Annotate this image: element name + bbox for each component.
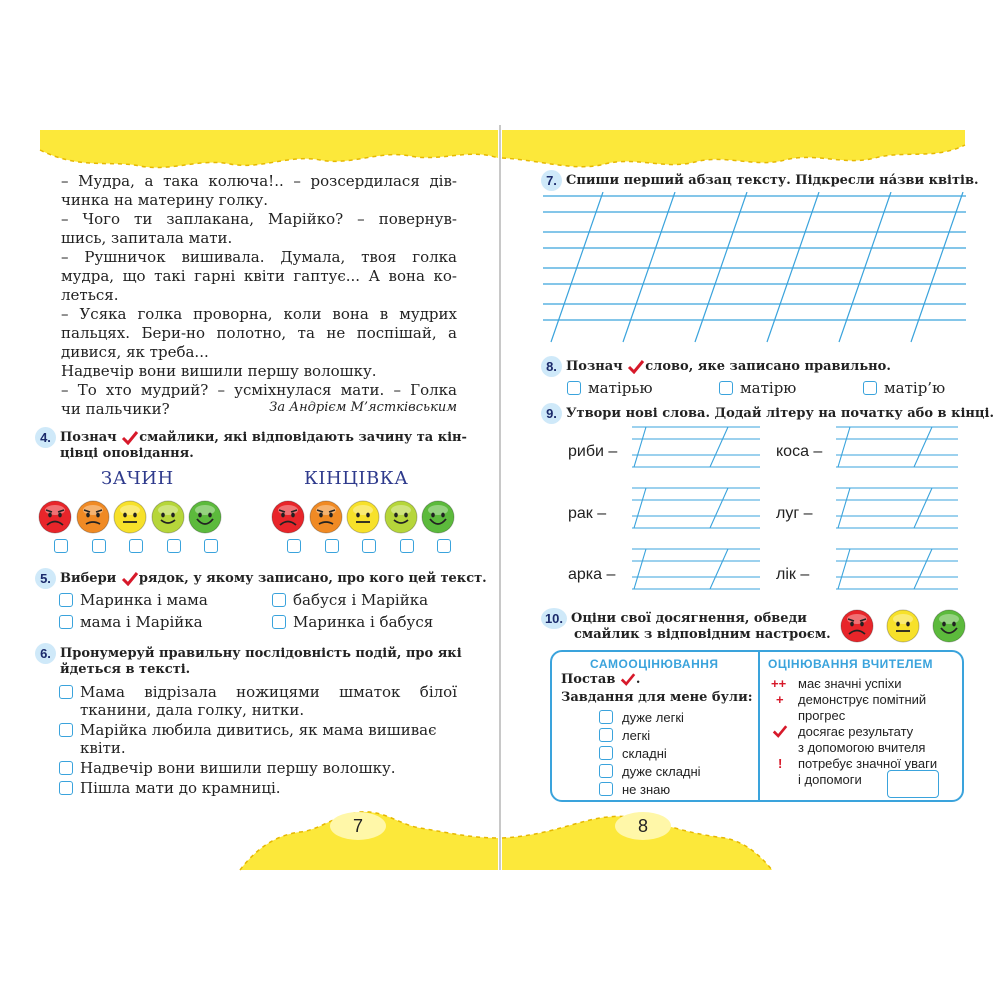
- mark-exclamation: !: [778, 756, 783, 771]
- checkbox-option[interactable]: [272, 615, 286, 629]
- task-text: Оціни свої досягнення, обведи: [571, 611, 807, 626]
- checkbox-very-easy[interactable]: [599, 710, 613, 724]
- task-6: [35, 643, 462, 664]
- story-line: чи пальчики?: [61, 400, 170, 418]
- story-line: мудра, що такі гарні квіти гаптує... А вона ко-: [61, 267, 457, 285]
- story-line: – То хто мудрий? – усміхнулася мати. – Голка: [61, 381, 457, 399]
- story-line: леться.: [61, 286, 119, 304]
- happy-face-icon[interactable]: [188, 500, 222, 534]
- checkbox-number[interactable]: [59, 685, 73, 699]
- checkbox-option[interactable]: [272, 593, 286, 607]
- event-line: Надвечір вони вишили першу волошку.: [80, 759, 396, 777]
- put-label: Постав: [561, 672, 616, 687]
- task-5: [35, 568, 487, 589]
- checkbox-option[interactable]: [863, 381, 877, 395]
- task-number: 6.: [35, 643, 56, 664]
- event-line: Марійка любила дивитись, як мама вишиває: [80, 721, 437, 739]
- option-label: матір’ю: [884, 379, 946, 397]
- task-4: [35, 427, 467, 448]
- checkmark-icon: [620, 673, 636, 686]
- option-easy: легкі: [622, 728, 651, 743]
- task-text: Познач: [566, 359, 623, 374]
- event-line: Мама відрізала ножицями шматок білої: [80, 683, 457, 701]
- checkbox-dont-know[interactable]: [599, 782, 613, 796]
- checkbox-option[interactable]: [719, 381, 733, 395]
- story-text: [61, 172, 457, 419]
- teacher-eval-title: ОЦІНЮВАННЯ ВЧИТЕЛЕМ: [768, 657, 934, 671]
- checkbox-easy[interactable]: [599, 728, 613, 742]
- heading-ending: КІНЦІВКА: [304, 468, 409, 489]
- checkbox-number[interactable]: [59, 781, 73, 795]
- task-number: 5.: [35, 568, 56, 589]
- teacher-eval-item: має значні успіхи: [798, 676, 902, 691]
- put-mark-text: Постав .: [561, 672, 641, 687]
- task-text: Вибери: [60, 571, 117, 586]
- task-text: рядок, у якому записано, про кого цей текст.: [138, 571, 487, 586]
- mark-checkmark-icon: [772, 725, 788, 738]
- task-text: смайлики, які відповідають зачину та кін-: [139, 430, 467, 445]
- checkbox-face[interactable]: [325, 539, 339, 553]
- task-8: [541, 356, 891, 377]
- task-number: 4.: [35, 427, 56, 448]
- task-text: Пронумеруй правильну послідовність подій, про які: [60, 646, 462, 661]
- story-line: пальцях. Бери-но полотно, та не поспішай, а: [61, 324, 457, 342]
- option-label: бабуся і Марійка: [293, 591, 429, 609]
- event-line: квіти.: [80, 739, 126, 757]
- checkbox-face[interactable]: [129, 539, 143, 553]
- checkbox-face[interactable]: [362, 539, 376, 553]
- option-very-difficult: дуже складні: [622, 764, 701, 779]
- task-number: 9.: [541, 403, 562, 424]
- word-rak: рак –: [568, 505, 607, 522]
- word-kosa: коса –: [776, 443, 823, 460]
- option-difficult: складні: [622, 746, 667, 761]
- heading-beginning: ЗАЧИН: [101, 468, 174, 489]
- checkbox-face[interactable]: [437, 539, 451, 553]
- task-text: Утвори нові слова. Додай літеру на початку або в кінці.: [566, 406, 995, 421]
- checkbox-difficult[interactable]: [599, 746, 613, 760]
- task-text: смайлик з відповідним настроєм.: [574, 627, 831, 642]
- checkbox-face[interactable]: [400, 539, 414, 553]
- task-7: [541, 170, 979, 191]
- mark-double-plus: ++: [771, 676, 787, 691]
- story-line: шись, запитала мати.: [61, 229, 233, 247]
- smile-face-icon[interactable]: [384, 500, 418, 534]
- task-number: 10.: [541, 608, 567, 629]
- teacher-eval-item: прогрес: [798, 708, 846, 723]
- happy-face-icon[interactable]: [932, 609, 966, 643]
- story-line: – Усяка голка проворна, коли вона в мудрих: [61, 305, 457, 323]
- self-eval-title: САМООЦІНЮВАННЯ: [590, 657, 719, 671]
- option-label: мама і Марійка: [80, 613, 203, 631]
- checkbox-option[interactable]: [59, 615, 73, 629]
- checkmark-icon: [121, 572, 139, 586]
- happy-face-icon[interactable]: [421, 500, 455, 534]
- word-lik: лік –: [776, 566, 810, 583]
- teacher-eval-item: досягає результату: [798, 724, 914, 739]
- task-9: [541, 403, 994, 424]
- option-dont-know: не знаю: [622, 782, 671, 797]
- checkbox-face[interactable]: [167, 539, 181, 553]
- smile-face-icon[interactable]: [151, 500, 185, 534]
- checkbox-face[interactable]: [54, 539, 68, 553]
- story-line: – Рушничок вишивала. Думала, твоя голка: [61, 248, 457, 266]
- task-number: 8.: [541, 356, 562, 377]
- teacher-eval-item: потребує значної уваги: [798, 756, 938, 771]
- task-10: [541, 608, 807, 629]
- checkbox-option[interactable]: [567, 381, 581, 395]
- neutral-face-icon[interactable]: [113, 500, 147, 534]
- tasks-were-label: Завдання для мене були:: [561, 690, 753, 705]
- checkbox-number[interactable]: [59, 723, 73, 737]
- story-line: – Мудра, а така колюча!.. – розсердилася дів-: [61, 172, 457, 190]
- story-author: За Андрієм М’ястківським: [269, 400, 457, 415]
- event-line: тканини, дала голку, нитки.: [80, 701, 305, 719]
- checkbox-number[interactable]: [59, 761, 73, 775]
- evaluation-panel: [550, 650, 964, 802]
- option-label: Маринка і бабуся: [293, 613, 434, 631]
- task-text: Спиши перший абзац тексту. Підкресли на́зви квітів.: [566, 173, 979, 188]
- worried-face-icon[interactable]: [76, 500, 110, 534]
- sad-face-icon[interactable]: [840, 609, 874, 643]
- option-label: матірью: [588, 379, 653, 397]
- book-spine: [499, 125, 501, 870]
- word-arka: арка –: [568, 566, 616, 583]
- checkbox-option[interactable]: [59, 593, 73, 607]
- word-luh: луг –: [776, 505, 813, 522]
- mark-plus: +: [776, 692, 784, 707]
- option-very-easy: дуже легкі: [622, 710, 684, 725]
- checkbox-face[interactable]: [204, 539, 218, 553]
- worried-face-icon[interactable]: [309, 500, 343, 534]
- task-text: цівці оповідання.: [60, 446, 194, 461]
- task-text: Познач: [60, 430, 117, 445]
- checkmark-icon: [121, 431, 139, 445]
- neutral-face-icon[interactable]: [346, 500, 380, 534]
- word-ryby: риби –: [568, 443, 618, 460]
- checkbox-very-difficult[interactable]: [599, 764, 613, 778]
- story-line: Надвечір вони вишили першу волошку.: [61, 362, 377, 380]
- checkmark-icon: [627, 360, 645, 374]
- teacher-eval-item: з допомогою вчителя: [798, 740, 926, 755]
- task-number: 7.: [541, 170, 562, 191]
- story-line: – Чого ти заплакана, Марійко? – повернув-: [61, 210, 457, 228]
- event-line: Пішла мати до крамниці.: [80, 779, 281, 797]
- option-label: матірю: [740, 379, 797, 397]
- teacher-eval-item: і допомоги: [798, 772, 862, 787]
- story-line: дивися, як треба...: [61, 343, 209, 361]
- task-text: йдеться в тексті.: [60, 662, 191, 677]
- page-number-right: 8: [637, 816, 648, 836]
- panel-divider: [758, 652, 760, 800]
- checkbox-face[interactable]: [287, 539, 301, 553]
- sad-face-icon[interactable]: [271, 500, 305, 534]
- story-line: чинка на материну голку.: [61, 191, 269, 209]
- task-text: слово, яке записано правильно.: [645, 359, 891, 374]
- teacher-eval-item: демонструє помітний: [798, 692, 927, 707]
- writing-lines[interactable]: [543, 192, 966, 344]
- neutral-face-icon[interactable]: [886, 609, 920, 643]
- checkbox-face[interactable]: [92, 539, 106, 553]
- score-box[interactable]: [887, 770, 939, 798]
- page-number-left: 7: [352, 816, 363, 836]
- sad-face-icon[interactable]: [38, 500, 72, 534]
- option-label: Маринка і мама: [80, 591, 208, 609]
